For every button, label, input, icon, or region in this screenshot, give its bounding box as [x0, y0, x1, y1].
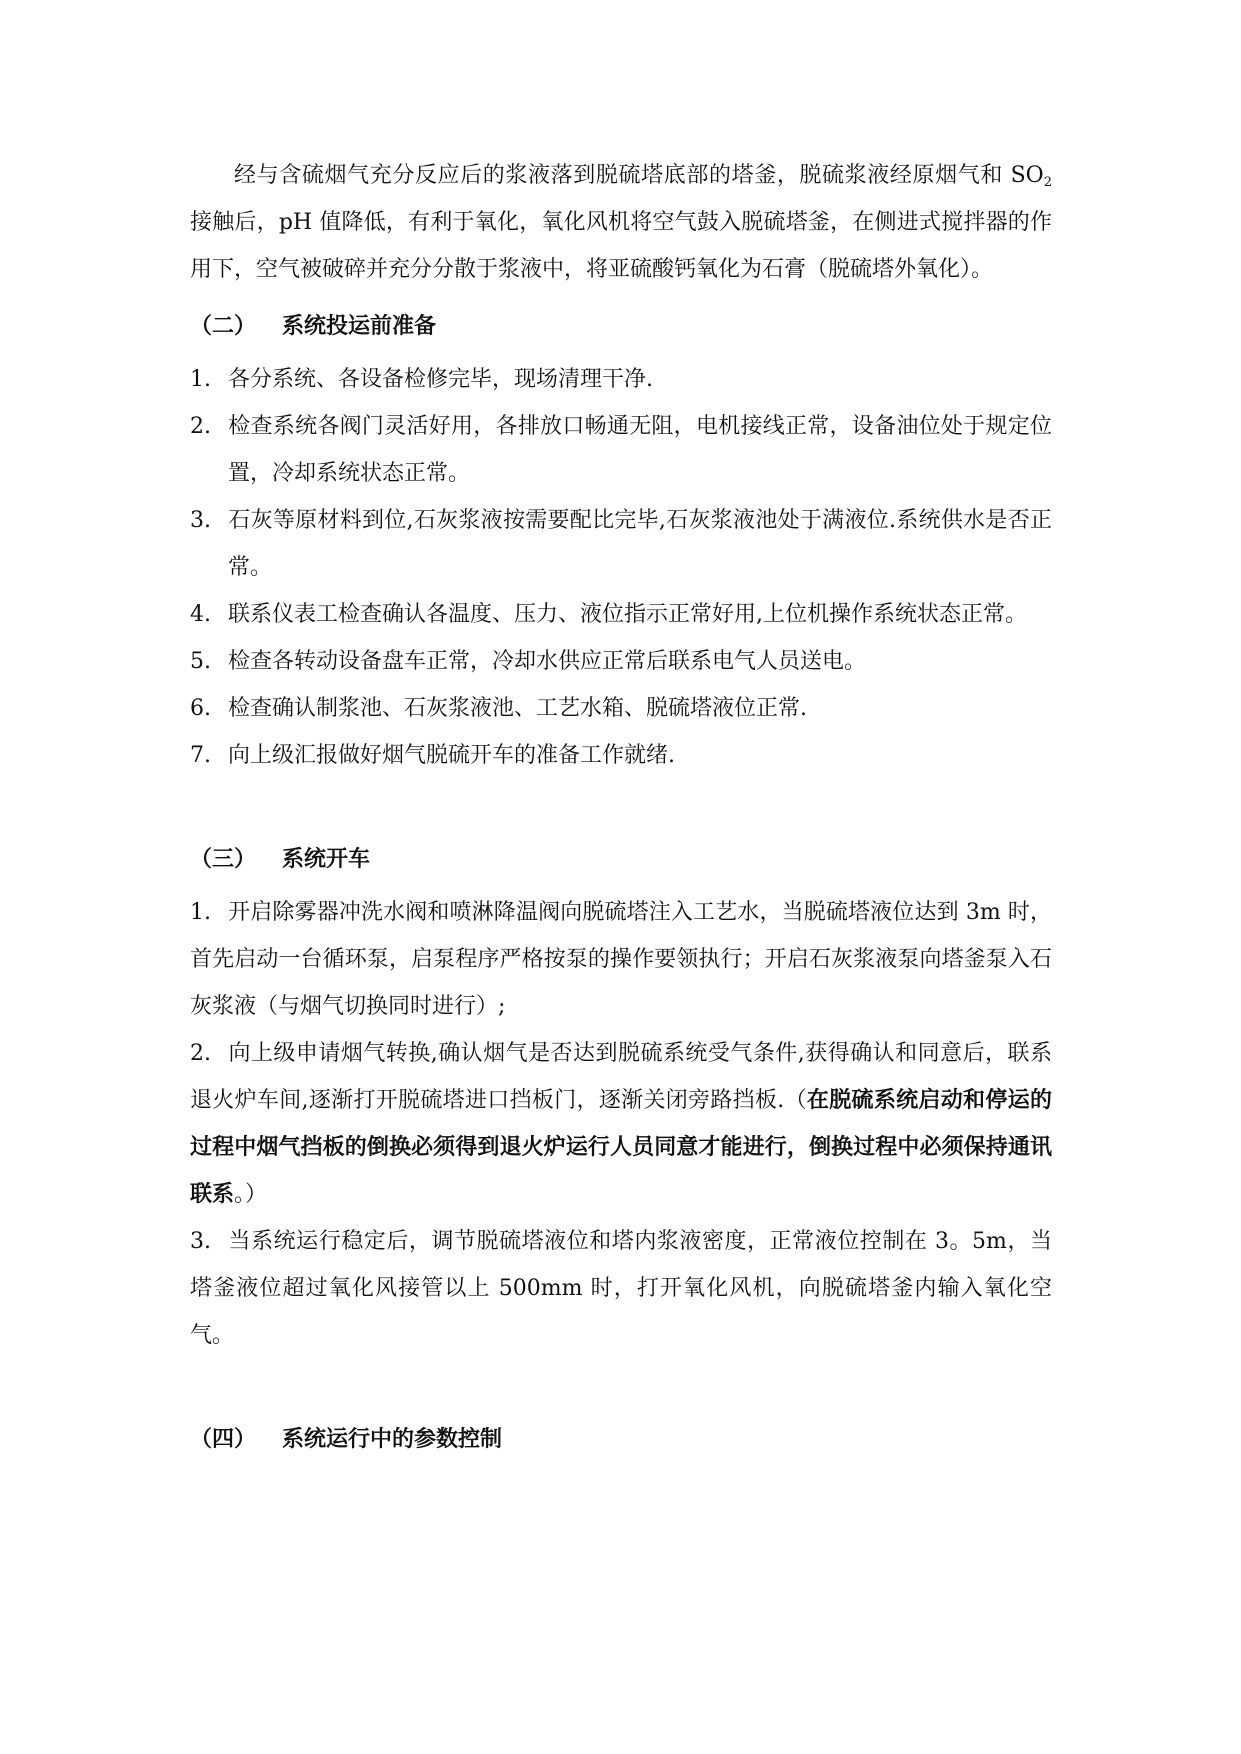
- section-heading-3: [190, 836, 1052, 883]
- list-item: 1. 开启除雾器冲洗水阀和喷淋降温阀向脱硫塔注入工艺水，当脱硫塔液位达到 3m 时，首先启动一台循环泵，启泵程序严格按泵的操作要领执行；开启石灰浆液泵向塔釜泵入石灰浆液（与烟气切换同时进行）;: [190, 900, 1052, 1019]
- list-item: 6. 检查确认制浆池、石灰浆液池、工艺水箱、脱硫塔液位正常.: [190, 696, 807, 721]
- section-title: 系统运行中的参数控制: [282, 1427, 503, 1452]
- document-page: [190, 152, 1052, 1469]
- section-number: （四）: [190, 1427, 257, 1452]
- spacer: [190, 779, 1052, 826]
- list-item: 7. 向上级汇报做好烟气脱硫开车的准备工作就绪.: [190, 743, 675, 768]
- list-item: 5. 检查各转动设备盘车正常，冷却水供应正常后联系电气人员送电。: [190, 649, 867, 674]
- section-number: （二）: [190, 314, 257, 339]
- section-number: （三）: [190, 847, 257, 872]
- list-item: 2. 检查系统各阀门灵活好用，各排放口畅通无阻，电机接线正常，设备油位处于规定位置，冷却系统状态正常。: [190, 414, 1052, 486]
- list-item: 3. 当系统运行稳定后，调节脱硫塔液位和塔内浆液密度，正常液位控制在 3。5m，当塔釜液位超过氧化风接管以上 500mm 时，打开氧化风机，向脱硫塔釜内输入氧化空气。: [190, 1229, 1052, 1348]
- section-title: 系统开车: [282, 847, 371, 872]
- section-heading-4: [190, 1416, 1052, 1463]
- list-item: 4. 联系仪表工检查确认各温度、压力、液位指示正常好用,上位机操作系统状态正常。: [190, 602, 1027, 627]
- spacer: [190, 1359, 1052, 1406]
- section-title: 系统投运前准备: [282, 314, 437, 339]
- list-item: 2. 向上级申请烟气转换,确认烟气是否达到脱硫系统受气条件,获得确认和同意后，联系退火炉车间,逐渐打开脱硫塔进口挡板门，逐渐关闭旁路挡板.（在脱硫系统启动和停运的过程中烟气挡板的倒换必须得到退火炉运行人员同意才能进行，倒换过程中必须保持通讯联系。）: [190, 1041, 1052, 1207]
- bold-note: 在脱硫系统启动和停运的过程中烟气挡板的倒换必须得到退火炉运行人员同意才能进行，倒换过程中必须保持通讯联系: [190, 1088, 1052, 1207]
- intro-paragraph: 经与含硫烟气充分反应后的浆液落到脱硫塔底部的塔釜，脱硫浆液经原烟气和 $SO_2$接触后，pH 值降低，有利于氧化，氧化风机将空气鼓入脱硫塔釜，在侧进式搅拌器的作用下，空气被破碎并充分分散于浆液中，将亚硫酸钙氧化为石膏（脱硫塔外氧化）。: [190, 163, 1052, 282]
- list-item: 3. 石灰等原材料到位,石灰浆液按需要配比完毕,石灰浆液池处于满液位.系统供水是否正常。: [190, 508, 1052, 580]
- section-heading-2: [190, 303, 1052, 350]
- list-item: 1. 各分系统、各设备检修完毕，现场清理干净.: [190, 367, 653, 392]
